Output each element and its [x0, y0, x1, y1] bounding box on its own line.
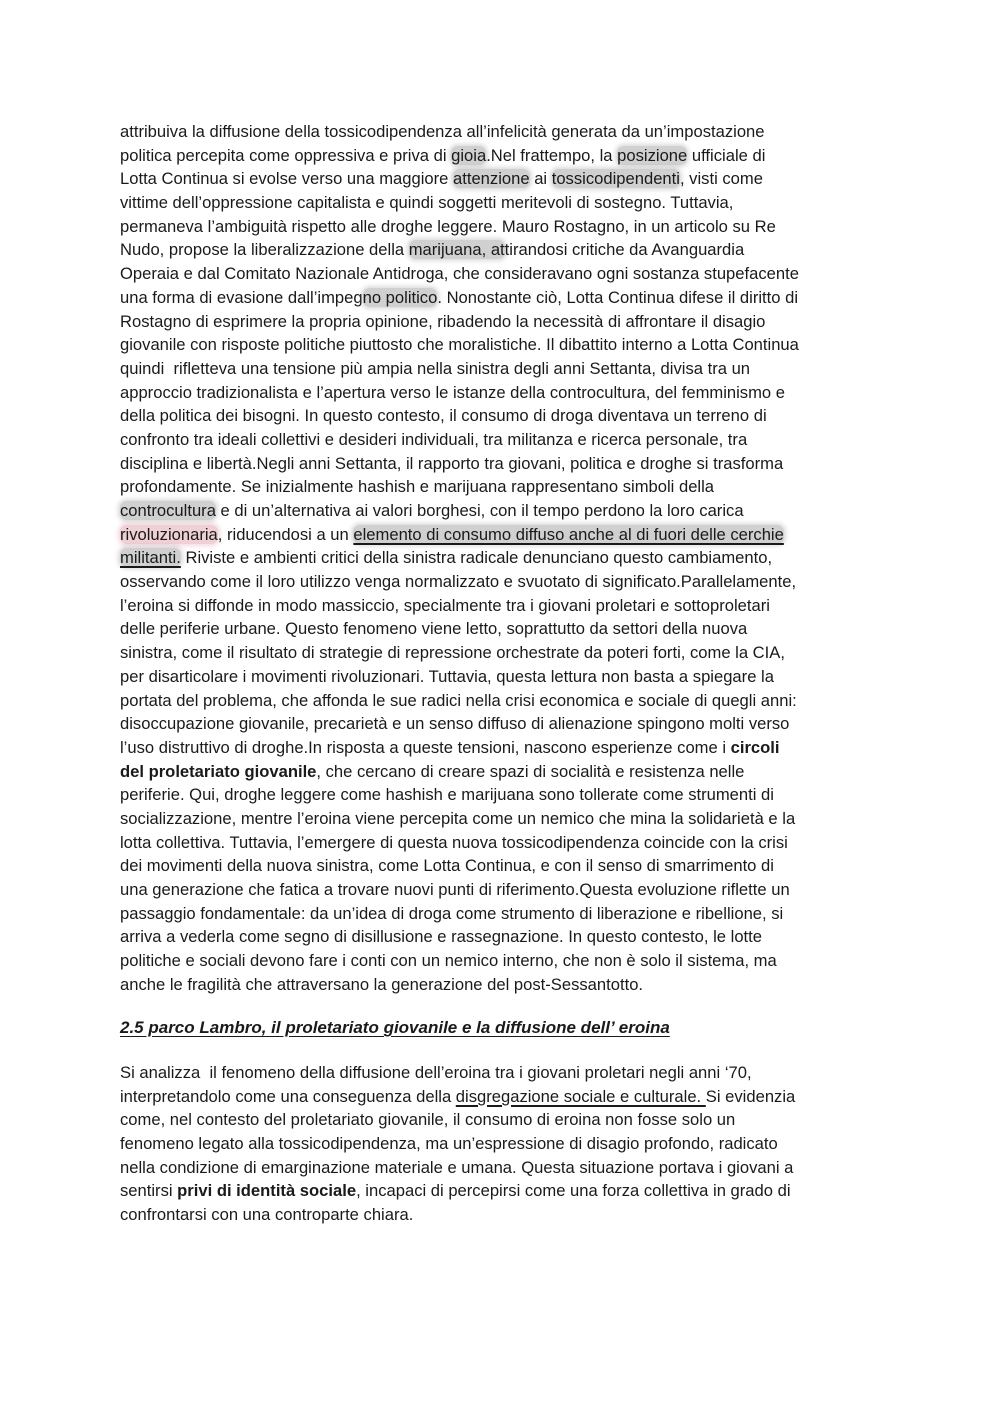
- text-line: una generazione che fatica a trovare nuovi punti di riferimento.Questa evoluzione riflette un: [120, 880, 790, 899]
- text-line: politica percepita come oppressiva e priva di gioia.Nel frattempo, la posizione ufficiale di: [120, 145, 766, 165]
- text-line: disoccupazione giovanile, precarietà e un senso diffuso di alienazione spingono molti verso: [120, 714, 790, 734]
- text-line: dei movimenti della nuova sinistra, come Lotta Continua, e con il senso di smarrimento di: [120, 856, 774, 876]
- text-line: una forma di evasione dall’impegno politico. Nonostante ciò, Lotta Continua difese il diritto di: [120, 287, 799, 307]
- text-line: per disarticolare i movimenti rivoluzionari. Tuttavia, questa lettura non basta a spiegare la: [120, 666, 774, 686]
- text-line: socializzazione, mentre l’eroina viene percepita come un nemico che mina la solidarietà e la: [120, 808, 796, 828]
- text-line: politiche e sociali devono fare i conti con un nemico interno, che non è solo il sistema, ma: [120, 951, 777, 971]
- text-line: quindi rifletteva una tensione più ampia nella sinistra degli anni Settanta, divisa tra un: [120, 358, 751, 378]
- highlighted-text: attenzione: [453, 169, 530, 189]
- text-line: Lotta Continua si evolse verso una maggiore attenzione ai tossicodipendenti, visti come: [120, 169, 763, 189]
- text-line: Rostagno di esprimere la propria opinione, ribadendo la necessità di affrontare il disagio: [120, 311, 766, 331]
- text-line: osservando come il loro utilizzo venga normalizzato e svuotato di significato.Parallelamente,: [120, 572, 797, 592]
- text-line: sinistra, come il risultato di strategie di repressione orchestrate da poteri forti, come la CIA,: [120, 643, 785, 663]
- text-line: confronto tra ideali collettivi e desideri individuali, tra militanza e ricerca personale, tra: [120, 429, 748, 449]
- text-line: Si analizza il fenomeno della diffusione dell’eroina tra i giovani proletari negli anni ‘70,: [120, 1063, 752, 1082]
- text-line: vittime dell’oppressione capitalista e quindi soggetti meritevoli di sostegno. Tuttavia,: [120, 193, 734, 213]
- text-line: lotta collettiva. Tuttavia, l’emergere di questa nuova tossicodipendenza coincide con la crisi: [120, 832, 788, 852]
- body-paragraph-1: [120, 120, 900, 996]
- highlighted-text: controcultura: [120, 501, 216, 520]
- text-line: del proletariato giovanile, che cercano di creare spazi di socialità e resistenza nelle: [120, 761, 745, 781]
- text-line: sentirsi privi di identità sociale, incapaci di percepirsi come una forza collettiva in grado di: [120, 1181, 791, 1201]
- underlined-text: militanti.: [120, 548, 181, 568]
- text-line: passaggio fondamentale: da un’idea di droga come strumento di liberazione e ribellione, si: [120, 903, 784, 923]
- text-line: rivoluzionaria, riducendosi a un elemento di consumo diffuso anche al di fuori delle cerchie: [120, 524, 784, 544]
- text-line: periferie. Qui, droghe leggere come hashish e marijuana sono tollerate come strumenti di: [120, 785, 774, 805]
- bold-text: privi di identità sociale: [177, 1181, 357, 1201]
- text-line: attribuiva la diffusione della tossicodipendenza all’infelicità generata da un’impostazione: [120, 122, 765, 141]
- text-line: profondamente. Se inizialmente hashish e marijuana rappresentano simboli della: [120, 477, 715, 497]
- text-line: l’uso distruttivo di droghe.In risposta a queste tensioni, nascono esperienze come i circoli: [120, 737, 780, 757]
- section-heading: 2.5 parco Lambro, il proletariato giovanile e la diffusione dell’ eroina: [120, 1018, 670, 1037]
- body-paragraph-2: [120, 1061, 900, 1227]
- text-line: come, nel contesto del proletariato giovanile, il consumo di eroina non fosse solo un: [120, 1110, 736, 1130]
- highlighted-text: rivoluzionaria: [120, 524, 218, 544]
- highlighted-text: marijuana, at: [408, 240, 505, 260]
- text-line: arriva a vederla come segno di disillusione e rassegnazione. In questo contesto, le lotte: [120, 927, 763, 947]
- text-line: l’eroina si diffonde in modo massiccio, specialmente tra i giovani proletari e sottoproletari: [120, 595, 770, 615]
- text-line: Operaia e dal Comitato Nazionale Antidroga, che consideravano ogni sostanza stupefacente: [120, 264, 799, 284]
- text-line: interpretandolo come una conseguenza della disgregazione sociale e culturale. Si evidenzia: [120, 1086, 796, 1106]
- underlined-text: elemento di consumo diffuso anche al di fuori delle cerchie: [353, 524, 784, 544]
- text-line: giovanile con risposte politiche piuttosto che moralistiche. Il dibattito interno a Lotta Continua: [120, 335, 799, 355]
- highlighted-text: tossicodipendenti: [551, 169, 680, 189]
- underlined-text: disgregazione sociale e culturale.: [455, 1086, 706, 1106]
- text-line: fenomeno legato alla tossicodipendenza, ma un’espressione di disagio profondo, radicato: [120, 1134, 778, 1154]
- text-line: approccio tradizionalista e l’apertura verso le istanze della controcultura, del femminismo e: [120, 382, 785, 402]
- text-line: della politica dei bisogni. In questo contesto, il consumo di droga diventava un terreno di: [120, 406, 767, 426]
- bold-text: circoli: [730, 737, 780, 757]
- bold-text: del proletariato giovanile: [120, 761, 317, 781]
- text-line: controcultura e di un’alternativa ai valori borghesi, con il tempo perdono la loro carica: [120, 501, 744, 520]
- text-line: Nudo, propose la liberalizzazione della marijuana, attirandosi critiche da Avanguardia: [120, 240, 745, 260]
- text-line: militanti. Riviste e ambienti critici della sinistra radicale denunciano questo cambiamento,: [120, 548, 773, 568]
- highlighted-text: posizione: [617, 145, 688, 165]
- text-line: delle periferie urbane. Questo fenomeno viene letto, soprattutto da settori della nuova: [120, 619, 748, 639]
- text-line: confrontarsi con una controparte chiara.: [120, 1205, 414, 1225]
- text-line: permaneva l’ambiguità rispetto alle droghe leggere. Mauro Rostagno, in un articolo su Re: [120, 216, 776, 236]
- text-line: disciplina e libertà.Negli anni Settanta, il rapporto tra giovani, politica e droghe si trasforma: [120, 453, 784, 473]
- text-line: portata del problema, che affonda le sue radici nella crisi economica e sociale di quegli anni:: [120, 690, 797, 710]
- highlighted-text: gioia: [451, 145, 487, 165]
- text-line: nella condizione di emarginazione materiale e umana. Questa situazione portava i giovani a: [120, 1157, 794, 1177]
- text-line: anche le fragilità che attraversano la generazione del post-Sessantotto.: [120, 974, 644, 994]
- highlighted-text: no politico: [362, 287, 438, 307]
